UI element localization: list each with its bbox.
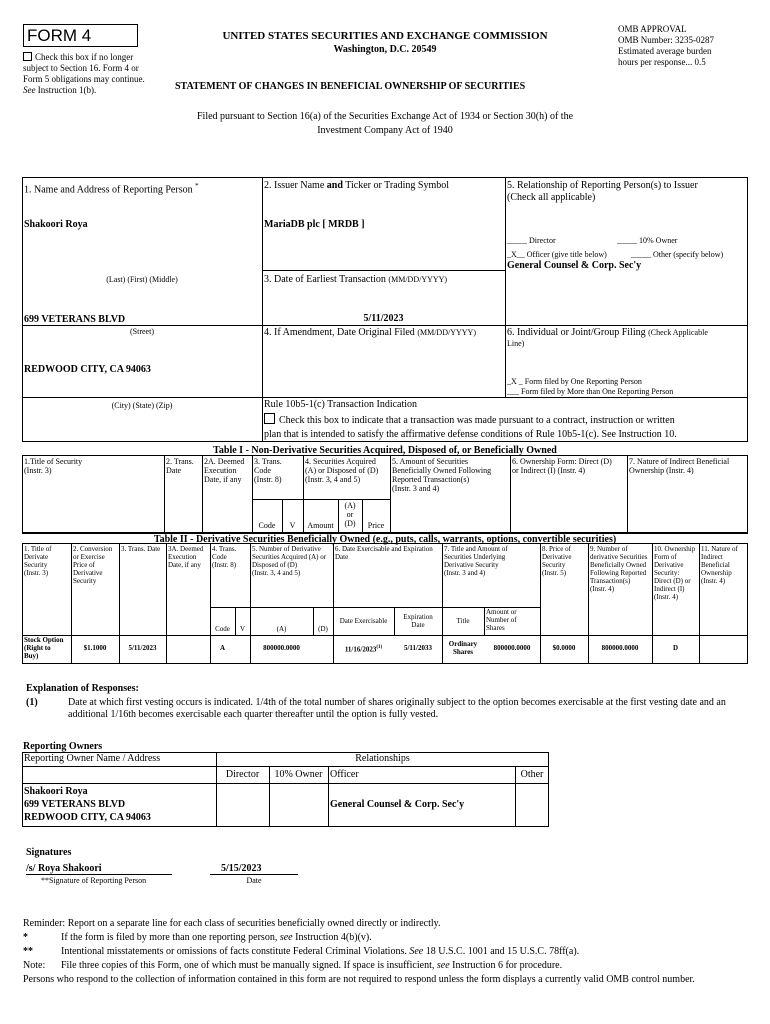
footer-note-label: Note: <box>23 960 46 971</box>
instruction-ref: Instruction 1(b). <box>37 85 97 95</box>
rule-10b5-text-line2: plan that is intended to satisfy the affirmative defense conditions of Rule 10b5-1(c). See Instruction 10. <box>264 429 677 440</box>
t2-sub-date-exercisable: Date Exercisable <box>339 617 388 625</box>
owner-name: Shakoori Roya <box>24 786 88 797</box>
t2-row-title: Stock Option (Right to Buy) <box>24 636 64 660</box>
t1-sub-v: V <box>289 521 296 530</box>
rule-10b5-text-line1: Check this box to indicate that a transaction was made pursuant to a contract, instruction or written <box>279 415 675 426</box>
owners-col-officer: Officer <box>330 769 359 780</box>
t2-col-price: 8. Price of Derivative Security (Instr. 5) <box>542 545 572 577</box>
agency-name: UNITED STATES SECURITIES AND EXCHANGE COMMISSION <box>222 30 548 42</box>
t2-col-trans-code: 4. Trans. Code (Instr. 8) <box>212 545 237 569</box>
section2-label-and: and <box>326 180 343 191</box>
footer-reminder: Reminder: Report on a separate line for each class of securities beneficially owned directly or indirectly. <box>23 918 441 929</box>
signature-name: /s/ Roya Shakoori <box>26 863 102 874</box>
t2-col-number-derivative: 5. Number of Derivative Securities Acquired (A) or Disposed of (D) (Instr. 3, 4 and 5) <box>252 545 327 577</box>
footer-star2-post: 18 U.S.C. 1001 and 15 U.S.C. 78ff(a). <box>425 946 580 957</box>
t1-col-amount-owned: 5. Amount of Securities Beneficially Owned Following Reported Transaction(s) (Instr. 3 and 4) <box>392 457 492 493</box>
city-state-zip-label: (City) (State) (Zip) <box>111 401 173 410</box>
explanation-title: Explanation of Responses: <box>26 683 139 694</box>
section2-label-pre: 2. Issuer Name <box>264 180 325 191</box>
form-title-box <box>23 24 138 47</box>
t2-row-underlying-title: Ordinary Shares <box>448 640 478 656</box>
section5-label-line1: 5. Relationship of Reporting Person(s) to Issuer <box>507 180 698 191</box>
t2-col-nature-indirect: 11. Nature of Indirect Beneficial Ownership (Instr. 4) <box>701 545 738 585</box>
t2-row-underlying-amount: 800000.0000 <box>493 644 531 652</box>
footer-star2-see: See <box>409 946 424 957</box>
officer-title: General Counsel & Corp. Sec'y <box>507 260 642 271</box>
statement-title: STATEMENT OF CHANGES IN BENEFICIAL OWNERSHIP OF SECURITIES <box>175 81 526 92</box>
t1-sub-code: Code <box>258 521 276 530</box>
filed-pursuant-line1: Filed pursuant to Section 16(a) of the Securities Exchange Act of 1934 or Section 30(h) of the <box>196 111 574 122</box>
owners-col-other: Other <box>520 769 544 780</box>
t2-row-price: $0.0000 <box>552 644 576 652</box>
footer-star1-pre: If the form is filed by more than one reporting person, <box>61 932 278 943</box>
section6-label-line: Line) <box>507 339 525 348</box>
owner-street: 699 VETERANS BLVD <box>24 799 126 810</box>
t2-col-conversion-price: 2. Conversion or Exercise Price of Derivative Security <box>73 545 113 585</box>
t2-sub-expiration: Expiration Date <box>403 613 433 629</box>
filed-pursuant-line2: Investment Company Act of 1940 <box>317 125 453 136</box>
owners-col-director: Director <box>225 769 260 780</box>
street-label: (Street) <box>130 327 154 336</box>
relationship-ten-percent-owner[interactable]: _____ 10% Owner <box>617 236 678 245</box>
no-longer-subject-checkbox[interactable] <box>23 52 32 61</box>
owners-col-name: Reporting Owner Name / Address <box>24 753 161 764</box>
section6-label <box>507 327 747 348</box>
t1-sub-price: Price <box>367 521 385 530</box>
no-longer-subject-notice <box>23 52 155 96</box>
t2-col-ownership-form: 10. Ownership Form of Derivative Security: Direct (D) or Indirect (I) (Instr. 4) <box>654 545 696 601</box>
t2-row-acquired: 800000.0000 <box>263 644 300 652</box>
reporting-person-city: REDWOOD CITY, CA 94063 <box>24 364 151 375</box>
t2-row-ownership-form: D <box>672 644 679 652</box>
section4-label-text: 4. If Amendment, Date Original Filed <box>264 327 415 338</box>
t2-col-date-exercisable: 6. Date Exercisable and Expiration Date <box>335 545 433 561</box>
footer-note-post: Instruction 6 for procedure. <box>452 960 563 971</box>
owner-city: REDWOOD CITY, CA 94063 <box>24 812 151 823</box>
rule-10b5-text <box>264 413 748 427</box>
t2-col-title: 1. Title of Derivate Security (Instr. 3) <box>24 545 52 577</box>
section4-label <box>264 327 476 339</box>
section2-label-post: Ticker or Trading Symbol <box>345 180 450 191</box>
t2-sub-code: Code <box>215 625 230 633</box>
filing-option-one-person[interactable]: _X _ Form filed by One Reporting Person <box>507 377 642 386</box>
agency-address: Washington, D.C. 20549 <box>333 44 437 55</box>
section5-label <box>507 180 747 204</box>
footer-note-see: see <box>436 960 450 971</box>
signatures-title: Signatures <box>26 847 72 858</box>
relationship-director[interactable]: _____ Director <box>507 236 556 245</box>
omb-burden: Estimated average burden <box>618 46 712 56</box>
t1-col-trans-code: 3. Trans. Code (Instr. 8) <box>254 457 282 484</box>
table1-title: Table I - Non-Derivative Securities Acquired, Disposed of, or Beneficially Owned <box>213 445 557 456</box>
section2-label <box>264 180 449 192</box>
owners-col-relationships: Relationships <box>355 753 410 764</box>
reporting-person-name: Shakoori Roya <box>24 219 88 230</box>
section1-label <box>24 180 199 196</box>
t2-sub-a: (A) <box>276 625 287 633</box>
earliest-transaction-date: 5/11/2023 <box>363 313 404 324</box>
see-word: See <box>23 85 36 95</box>
omb-approval <box>618 24 768 68</box>
t2-row-expiration: 5/11/2033 <box>403 644 432 652</box>
form-title: FORM 4 <box>27 26 92 45</box>
t2-row-date-exercisable <box>333 644 394 653</box>
t1-sub-a-or-d: (A) or (D) <box>344 501 356 528</box>
t2-row-owned: 800000.0000 <box>601 644 639 652</box>
omb-number: OMB Number: 3235-0287 <box>618 35 714 45</box>
rule-10b5-label: Rule 10b5-1(c) Transaction Indication <box>264 399 418 410</box>
section3-label-text: 3. Date of Earliest Transaction <box>264 274 386 285</box>
footer-star1-post: Instruction 4(b)(v). <box>295 932 372 943</box>
t2-row-conversion: $1.1000 <box>83 644 107 652</box>
rule-10b5-checkbox[interactable] <box>264 413 275 424</box>
footer-note-pre: File three copies of this Form, one of which must be manually signed. If space is insufficient, <box>61 960 435 971</box>
footer-star1-see: see <box>279 932 293 943</box>
footer-star2-marker: ** <box>23 946 33 957</box>
section1-label-asterisk: * <box>195 182 199 190</box>
section3-label <box>264 274 447 286</box>
t2-row-footnote-ref[interactable]: (1) <box>376 645 383 650</box>
t2-sub-d: (D) <box>318 625 328 633</box>
footer-note-text <box>61 960 751 972</box>
signature-date-label: Date <box>246 876 262 885</box>
owners-col-ten-percent: 10% Owner <box>274 769 323 780</box>
filing-option-more-persons[interactable]: ___ Form filed by More than One Reporting Person <box>507 387 674 396</box>
t2-sub-v: V <box>239 625 246 633</box>
t2-row-date: 5/11/2023 <box>128 644 157 652</box>
omb-title: OMB APPROVAL <box>618 24 687 34</box>
footer-star1-marker: * <box>23 932 28 943</box>
t2-col-number-owned: 9. Number of derivative Securities Beneficially Owned Following Reported Transaction(s) (Instr. 4) <box>590 545 648 593</box>
issuer-name-ticker: MariaDB plc [ MRDB ] <box>264 219 365 230</box>
t1-col-nature-indirect: 7. Nature of Indirect Beneficial Ownership (Instr. 4) <box>629 457 730 475</box>
section6-label-applicable: (Check Applicable <box>648 328 708 337</box>
footer-star2-text <box>61 946 751 958</box>
t2-col-deemed-execution: 3A. Deemed Execution Date, if any <box>168 545 204 569</box>
section3-label-format: (MM/DD/YYYY) <box>388 275 448 284</box>
signature-date: 5/15/2023 <box>221 863 262 874</box>
section1-label-text: 1. Name and Address of Reporting Person <box>24 184 193 196</box>
table2-title: Table II - Derivative Securities Beneficially Owned (e.g., puts, calls, warrants, options, convertible securities) <box>153 534 617 545</box>
footer-star2-pre: Intentional misstatements or omissions of facts constitute Federal Criminal Violations. <box>61 946 407 957</box>
reporting-person-street: 699 VETERANS BLVD <box>24 314 126 325</box>
relationship-other[interactable]: _____ Other (specify below) <box>631 250 724 259</box>
t1-col-deemed-execution: 2A. Deemed Execution Date, if any <box>204 457 245 484</box>
t2-sub-amount: Amount or Number of Shares <box>486 608 517 632</box>
t2-sub-title: Title <box>456 617 470 625</box>
owner-officer-title: General Counsel & Corp. Sec'y <box>330 799 465 810</box>
t1-col-trans-date: 2. Trans. Date <box>166 457 194 475</box>
section4-label-format: (MM/DD/YYYY) <box>417 328 476 337</box>
t1-sub-amount: Amount <box>307 521 334 530</box>
no-longer-subject-text: Check this box if no longer subject to Section 16. Form 4 or Form 5 obligations may continue. <box>23 52 145 84</box>
section6-label-text: 6. Individual or Joint/Group Filing <box>507 327 646 338</box>
footer-star1-text <box>61 932 751 944</box>
t1-col-securities-acquired: 4. Securities Acquired (A) or Disposed of (D) (Instr. 3, 4 and 5) <box>305 457 379 484</box>
t2-row-date-exercisable-value: 11/16/2023 <box>344 645 377 654</box>
explanation-footnote-number: (1) <box>26 697 38 708</box>
omb-hours: hours per response... 0.5 <box>618 57 706 67</box>
relationship-officer[interactable]: _X__ Officer (give title below) <box>507 250 607 259</box>
footer-omb-notice: Persons who respond to the collection of information contained in this form are not required to respond unless the form displays a currently valid OMB control number. <box>23 974 695 985</box>
t1-col-title-of-security: 1.Title of Security (Instr. 3) <box>24 457 83 475</box>
section5-label-line2: (Check all applicable) <box>507 192 596 203</box>
name-parts-label: (Last) (First) (Middle) <box>106 275 178 284</box>
t2-col-trans-date: 3. Trans. Date <box>121 545 161 553</box>
t1-col-ownership-form: 6. Ownership Form: Direct (D) or Indirect (I) (Instr. 4) <box>512 457 612 475</box>
t2-row-code: A <box>219 644 226 652</box>
explanation-footnote-text: Date at which first vesting occurs is indicated. 1/4th of the total number of shares originally subject to the option becomes exercisable at the first vesting date and an additional 1/16th becomes exercisable each quarter thereafter until the option is fully vested. <box>68 697 726 720</box>
signature-label: **Signature of Reporting Person <box>41 876 147 885</box>
t2-col-underlying: 7. Title and Amount of Securities Underlying Derivative Security (Instr. 3 and 4) <box>444 545 508 577</box>
reporting-owners-title: Reporting Owners <box>23 741 103 752</box>
